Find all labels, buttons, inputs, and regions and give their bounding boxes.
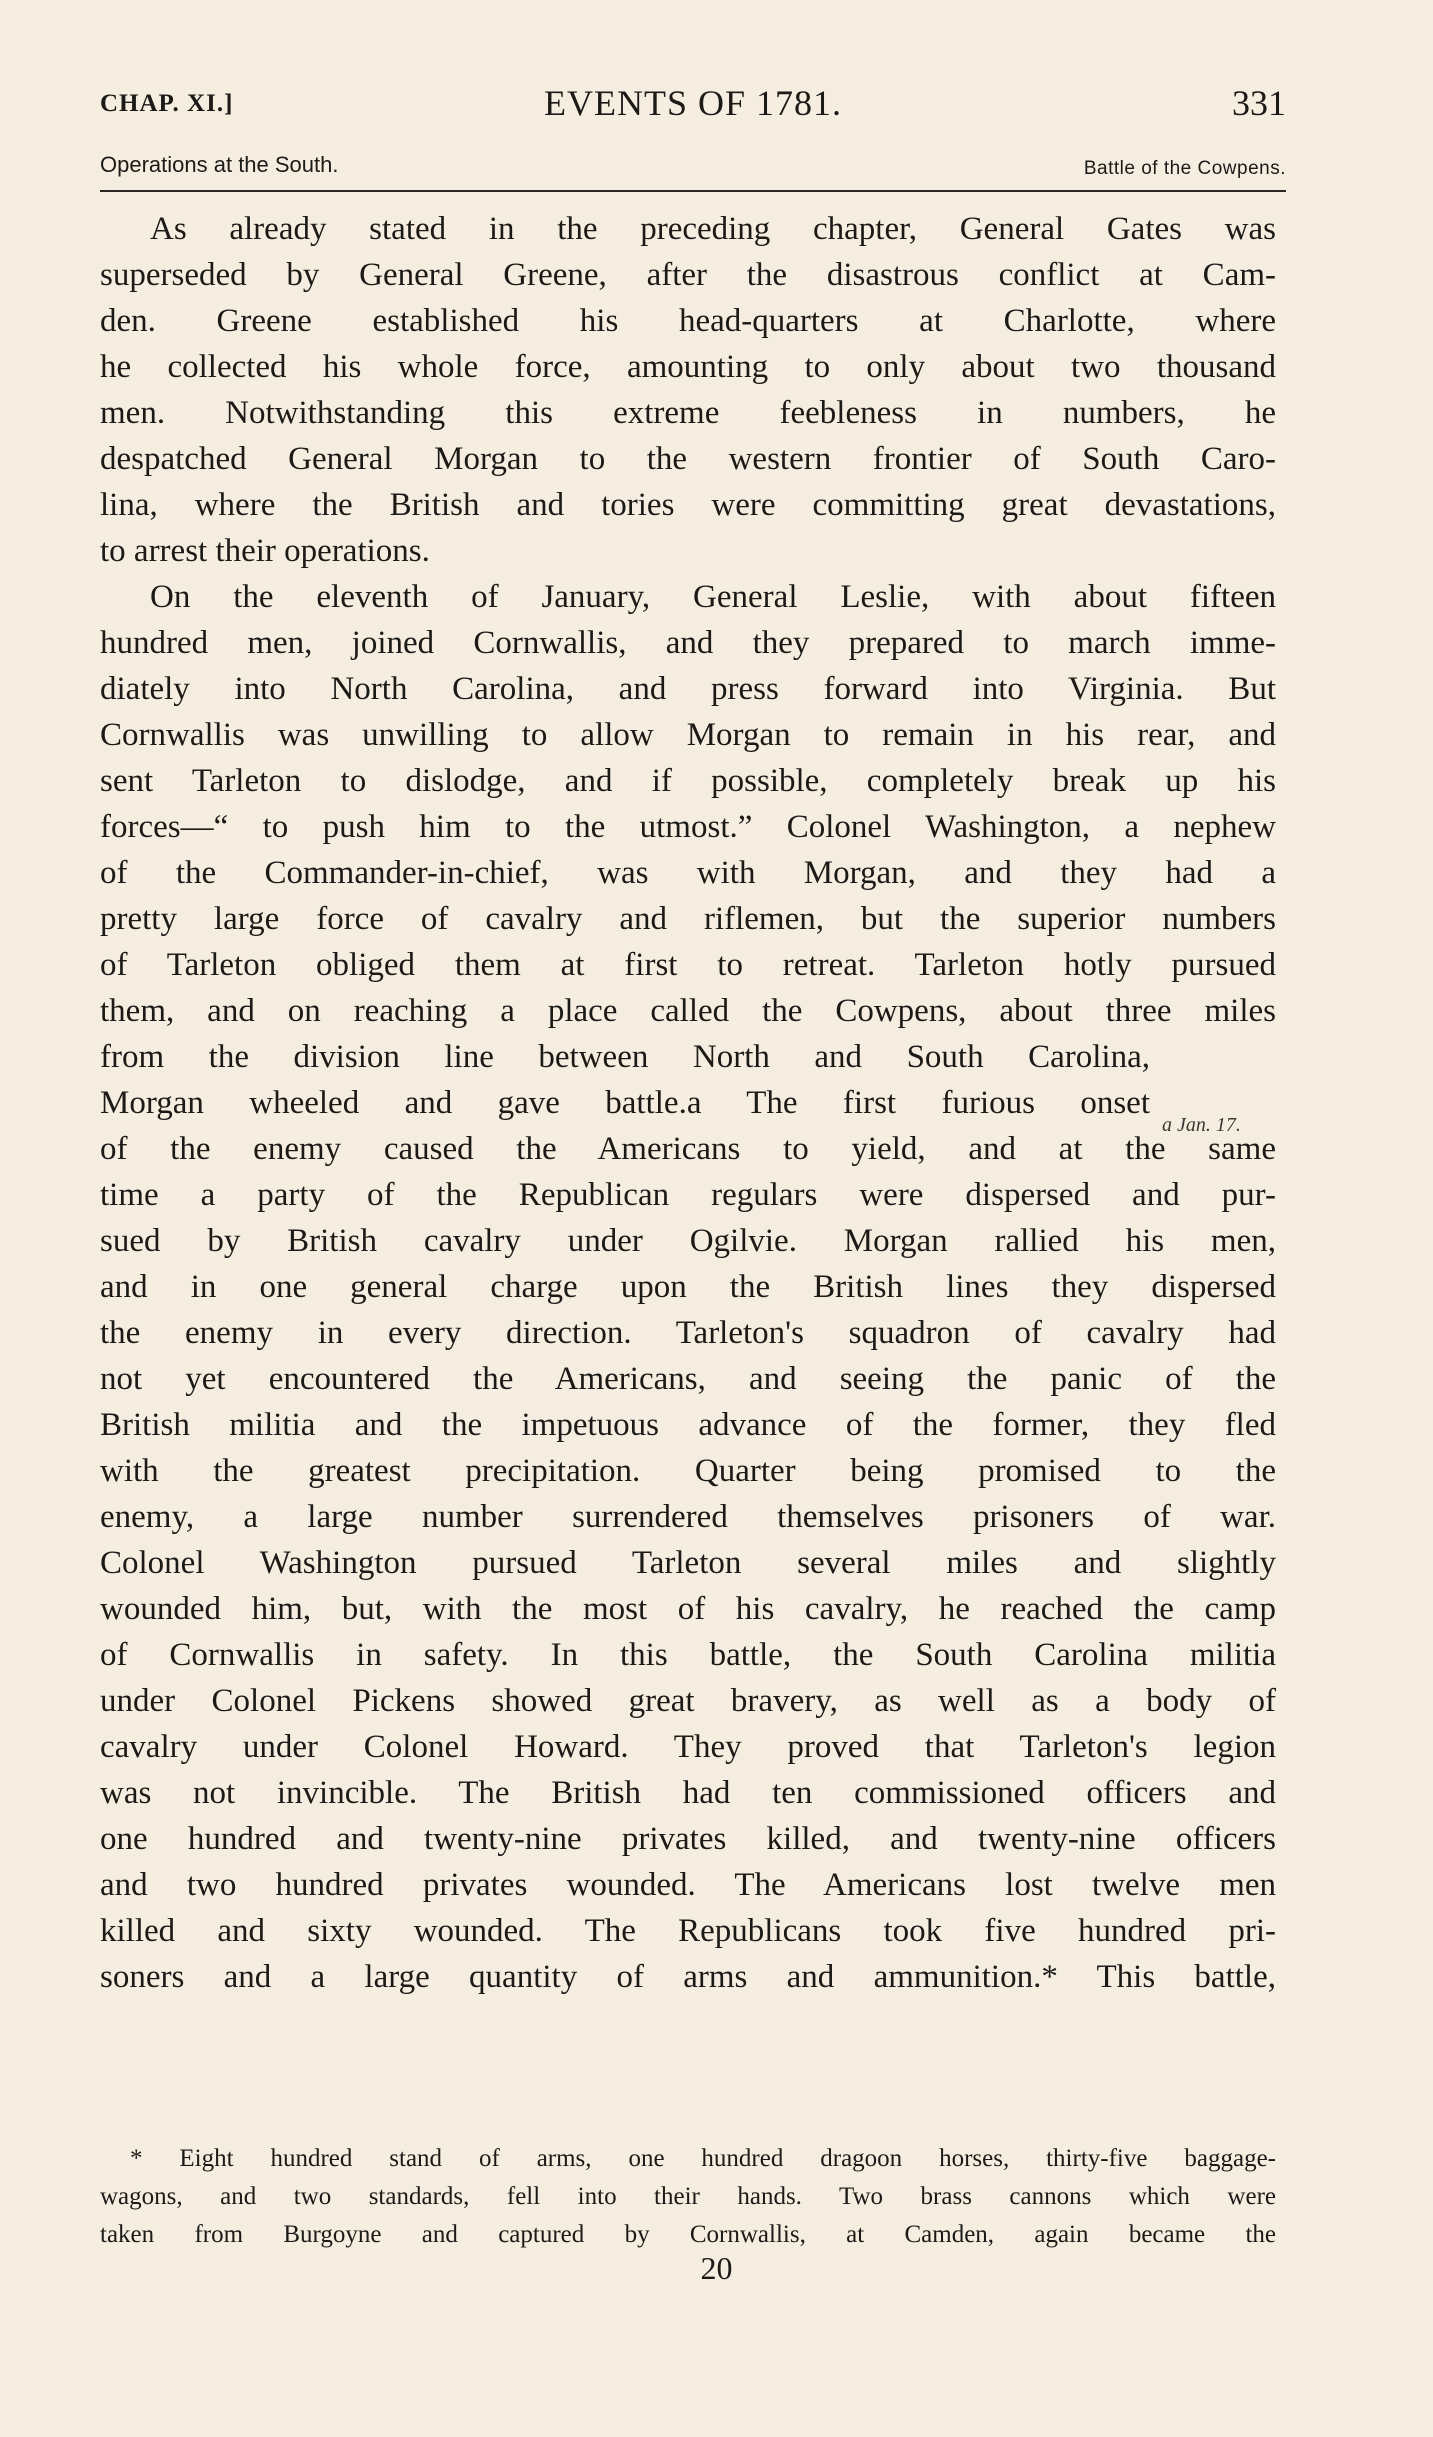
body-line: pretty large force of cavalry and riflemen, but the superior numbers (100, 901, 1276, 937)
body-line: Colonel Washington pursued Tarleton several miles and slightly (100, 1545, 1276, 1581)
footnote-line: * Eight hundred stand of arms, one hundred dragoon horses, thirty-five baggage- (130, 2145, 1276, 2172)
body-line: den. Greene established his head-quarters at Charlotte, where (100, 303, 1276, 339)
body-line: cavalry under Colonel Howard. They proved that Tarleton's legion (100, 1729, 1276, 1765)
body-line: and in one general charge upon the British lines they dispersed (100, 1269, 1276, 1305)
body-line: not yet encountered the Americans, and seeing the panic of the (100, 1361, 1276, 1397)
body-line: them, and on reaching a place called the Cowpens, about three miles (100, 993, 1276, 1029)
body-line: with the greatest precipitation. Quarter being promised to the (100, 1453, 1276, 1489)
body-line: the enemy in every direction. Tarleton's squadron of cavalry had (100, 1315, 1276, 1351)
body-line: despatched General Morgan to the western frontier of South Caro- (100, 441, 1276, 477)
body-line: he collected his whole force, amounting to only about two thousand (100, 349, 1276, 385)
body-line: sent Tarleton to dislodge, and if possible, completely break up his (100, 763, 1276, 799)
body-line: time a party of the Republican regulars were dispersed and pur- (100, 1177, 1276, 1213)
body-line: On the eleventh of January, General Leslie, with about fifteen (150, 579, 1276, 615)
chapter-label: CHAP. XI.] (100, 90, 234, 117)
body-line: men. Notwithstanding this extreme feebleness in numbers, he (100, 395, 1276, 431)
body-line: of the enemy caused the Americans to yield, and at the same (100, 1131, 1276, 1167)
page-number: 331 (1232, 83, 1286, 123)
footnote-line: wagons, and two standards, fell into their hands. Two brass cannons which were (100, 2183, 1276, 2210)
body-line: of Cornwallis in safety. In this battle, the South Carolina militia (100, 1637, 1276, 1673)
body-line: under Colonel Pickens showed great bravery, as well as a body of (100, 1683, 1276, 1719)
body-line: sued by British cavalry under Ogilvie. Morgan rallied his men, (100, 1223, 1276, 1259)
body-text (100, 206, 1276, 2000)
footnote (100, 2140, 1276, 2254)
body-line: wounded him, but, with the most of his cavalry, he reached the camp (100, 1591, 1276, 1627)
body-line: Morgan wheeled and gave battle.a The first furious onset (100, 1085, 1150, 1121)
section-subheader (100, 152, 1286, 192)
body-line: and two hundred privates wounded. The Americans lost twelve men (100, 1867, 1276, 1903)
body-line: soners and a large quantity of arms and ammunition.* This battle, (100, 1959, 1276, 1995)
footnote-line: taken from Burgoyne and captured by Cornwallis, at Camden, again became the (100, 2221, 1276, 2248)
body-line: superseded by General Greene, after the disastrous conflict at Cam- (100, 257, 1276, 293)
body-line: killed and sixty wounded. The Republicans took five hundred pri- (100, 1913, 1276, 1949)
page-title: EVENTS OF 1781. (543, 83, 842, 123)
body-line: was not invincible. The British had ten commissioned officers and (100, 1775, 1276, 1811)
body-line: of the Commander-in-chief, was with Morgan, and they had a (100, 855, 1276, 891)
body-line: As already stated in the preceding chapter, General Gates was (150, 211, 1276, 247)
body-line: from the division line between North and South Carolina, (100, 1039, 1150, 1075)
marginal-note: a Jan. 17. (1162, 1114, 1241, 1136)
body-line: Cornwallis was unwilling to allow Morgan to remain in his rear, and (100, 717, 1276, 753)
body-line: diately into North Carolina, and press forward into Virginia. But (100, 671, 1276, 707)
body-line: hundred men, joined Cornwallis, and they prepared to march imme- (100, 625, 1276, 661)
body-line: to arrest their operations. (100, 533, 430, 569)
body-line: of Tarleton obliged them at first to retreat. Tarleton hotly pursued (100, 947, 1276, 983)
header-rule (100, 190, 1286, 192)
subheader-right: Battle of the Cowpens. (1083, 158, 1286, 179)
subheader-left: Operations at the South. (100, 152, 339, 177)
body-line: one hundred and twenty-nine privates killed, and twenty-nine officers (100, 1821, 1276, 1857)
body-line: lina, where the British and tories were committing great devastations, (100, 487, 1276, 523)
body-line: forces—“ to push him to the utmost.” Colonel Washington, a nephew (100, 809, 1276, 845)
body-line: enemy, a large number surrendered themselves prisoners of war. (100, 1499, 1276, 1535)
body-line: British militia and the impetuous advance of the former, they fled (100, 1407, 1276, 1443)
signature-mark: 20 (700, 2250, 733, 2286)
running-header (100, 82, 1286, 132)
